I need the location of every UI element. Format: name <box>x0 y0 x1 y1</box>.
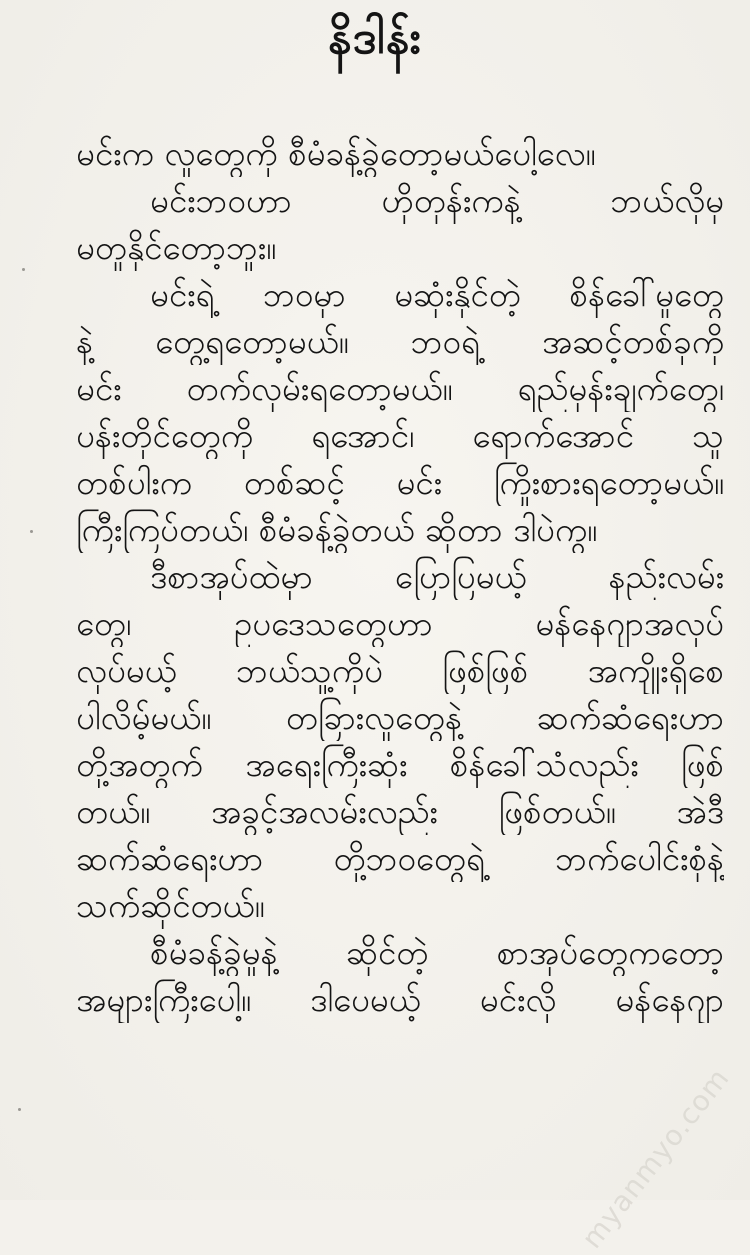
text-line: နဲ့ တွေ့ရတော့မယ်။ ဘဝရဲ့ အဆင့်တစ်ခုကို <box>76 322 724 361</box>
body-text <box>76 130 724 1023</box>
print-speck <box>30 530 33 533</box>
chapter-title: နိဒါန်း <box>327 10 423 64</box>
text-line: အများကြီးပေါ့။ ဒါပေမယ့် မင်းလို မန်နေဂျာ <box>76 980 724 1019</box>
text-line: လုပ်မယ့် ဘယ်သူ့ကိုပဲ ဖြစ်ဖြစ် အကျိုးရှိစေ <box>76 651 724 690</box>
text-line: မင်းက လူတွေကို စီမံခန့်ခွဲတော့မယ်ပေါ့လေ။ <box>76 134 596 173</box>
text-line: ဆက်ဆံရေးဟာ တို့ဘဝတွေရဲ့ ဘက်ပေါင်းစုံနဲ့ <box>76 839 724 878</box>
text-line: စီမံခန့်ခွဲမှုနဲ့ ဆိုင်တဲ့ စာအုပ်တွေကတော့ <box>150 933 724 972</box>
text-line: ဒီစာအုပ်ထဲမှာ ပြောပြမယ့် နည်းလမ်း <box>150 557 724 596</box>
text-line: တို့အတွက် အရေးကြီးဆုံး စိန်ခေါ်သံလည်း ဖြစ် <box>76 745 724 784</box>
text-line: မတူနိုင်တော့ဘူး။ <box>76 228 277 267</box>
text-line: မင်းရဲ့ ဘဝမှာ မဆုံးနိုင်တဲ့ စိန်ခေါ်မှုတွေ <box>150 275 724 314</box>
print-speck <box>22 268 25 271</box>
text-line: ကြီးကြပ်တယ်၊ စီမံခန့်ခွဲတယ် ဆိုတာ ဒါပဲကွ။ <box>76 510 598 549</box>
text-line: တစ်ပါးက တစ်ဆင့် မင်း ကြိုးစားရတော့မယ်။ <box>76 463 724 502</box>
text-line: မင်း တက်လှမ်းရတော့မယ်။ ရည်မှန်းချက်တွေ၊ <box>76 369 724 408</box>
text-line: ပန်းတိုင်တွေကို ရအောင်၊ ရောက်အောင် သူ <box>76 416 724 455</box>
print-speck <box>18 1108 21 1111</box>
text-line: တွေ၊ ဥပဒေသတွေဟာ မန်နေဂျာအလုပ် <box>76 604 724 643</box>
watermark: myanmyo.com <box>575 1061 736 1255</box>
text-line: သက်ဆိုင်တယ်။ <box>76 886 265 925</box>
text-line: ပါလိမ့်မယ်။ တခြားလူတွေနဲ့ ဆက်ဆံရေးဟာ <box>76 698 724 737</box>
text-line: တယ်။ အခွင့်အလမ်းလည်း ဖြစ်တယ်။ အဲဒီ <box>76 792 724 831</box>
text-line: မင်းဘဝဟာ ဟိုတုန်းကနဲ့ ဘယ်လိုမှ <box>150 181 724 220</box>
